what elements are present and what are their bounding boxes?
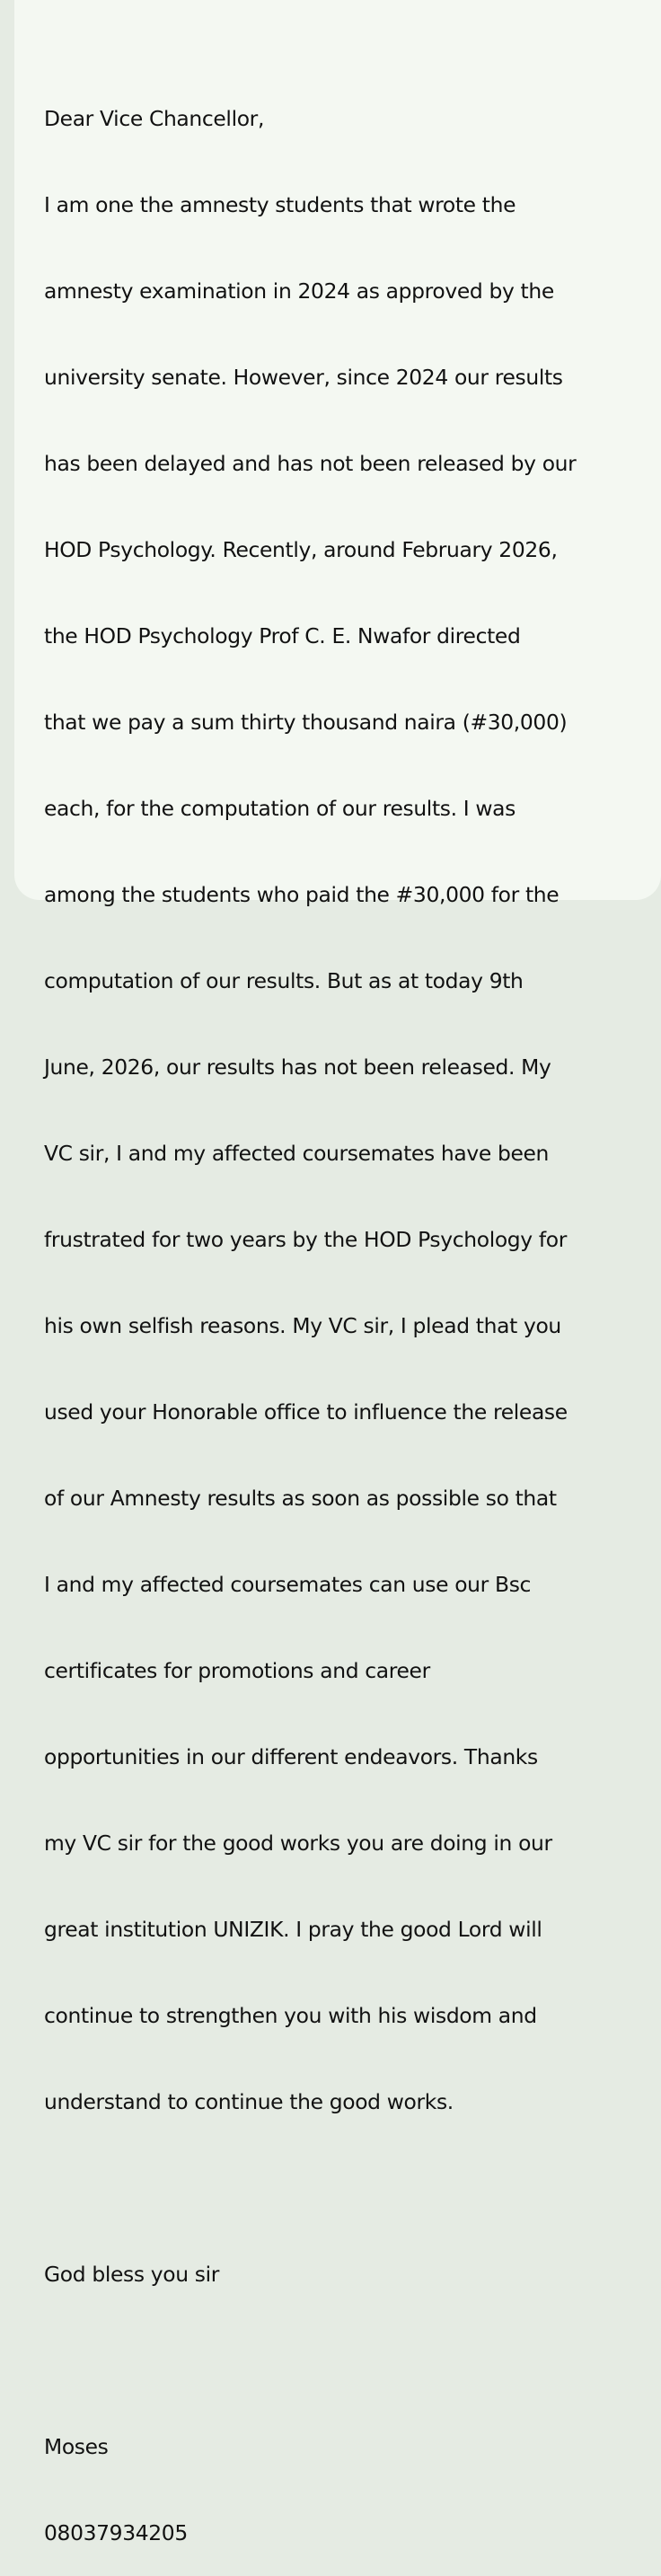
- message-line: opportunities in our different endeavors. Thanks: [44, 1744, 538, 1769]
- message-blank-line: [44, 2174, 619, 2202]
- message-line: frustrated for two years by the HOD Psychology for: [44, 1227, 567, 1252]
- message-line: university senate. However, since 2024 our results: [44, 365, 563, 390]
- message-line: HOD Psychology. Recently, around February 2026,: [44, 537, 558, 562]
- message-line: certificates for promotions and career: [44, 1658, 430, 1683]
- message-line: continue to strengthen you with his wisdom and: [44, 2003, 537, 2028]
- message-line: his own selfish reasons. My VC sir, I plead that you: [44, 1313, 561, 1338]
- message-closing: God bless you sir: [44, 2262, 220, 2287]
- message-line: I am one the amnesty students that wrote the: [44, 192, 516, 217]
- message-line: the HOD Psychology Prof C. E. Nwafor directed: [44, 623, 521, 648]
- message-line: I and my affected coursemates can use our Bsc: [44, 1572, 532, 1597]
- message-line-greeting: Dear Vice Chancellor,: [44, 106, 265, 131]
- message-line: each, for the computation of our results. I was: [44, 796, 516, 821]
- message-line: has been delayed and has not been released by our: [44, 451, 577, 476]
- message-line: VC sir, I and my affected coursemates have been: [44, 1141, 550, 1166]
- sender-phone: 08037934205: [44, 2520, 188, 2545]
- message-line: amnesty examination in 2024 as approved by the: [44, 278, 554, 304]
- message-line: among the students who paid the #30,000 for the: [44, 882, 560, 907]
- message-line: great institution UNIZIK. I pray the good Lord will: [44, 1917, 542, 1942]
- sender-name: Moses: [44, 2434, 109, 2459]
- message-line: computation of our results. But as at today 9th: [44, 968, 524, 993]
- message-line: that we pay a sum thirty thousand naira (#30,000): [44, 710, 568, 735]
- message-text: [44, 47, 619, 2576]
- message-line: used your Honorable office to influence the release: [44, 1399, 568, 1425]
- message-line: understand to continue the good works.: [44, 2089, 454, 2114]
- message-blank-line: [44, 2346, 619, 2375]
- message-line: my VC sir for the good works you are doing in our: [44, 1831, 552, 1856]
- message-line: of our Amnesty results as soon as possible so that: [44, 1486, 557, 1511]
- message-line: June, 2026, our results has not been released. My: [44, 1054, 551, 1080]
